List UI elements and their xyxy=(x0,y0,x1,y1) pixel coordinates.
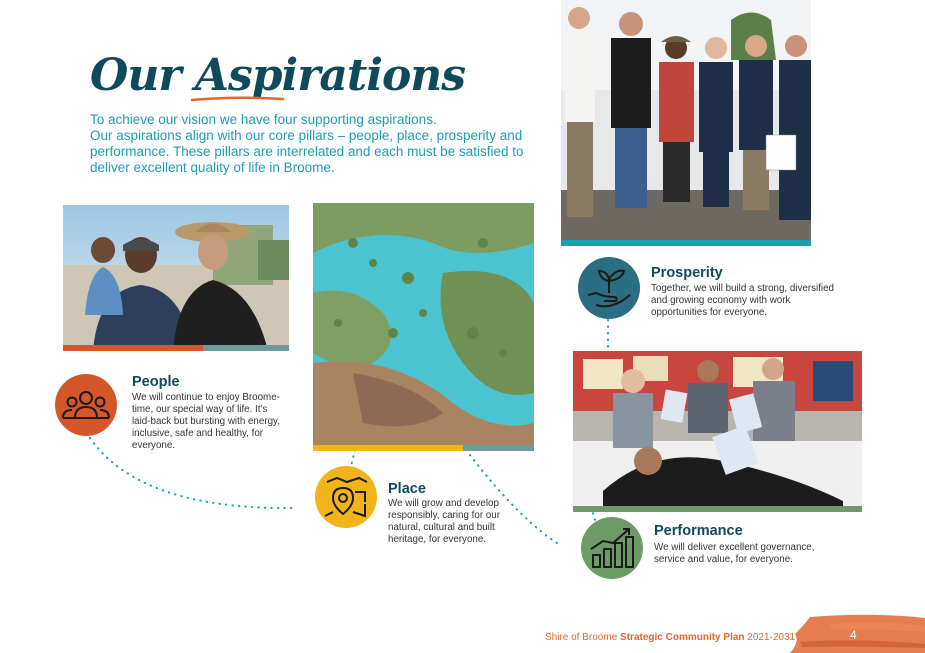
performance-description: We will deliver excellent governance, service and value, for everyone. xyxy=(654,542,815,565)
place-aerial-photo xyxy=(313,203,534,451)
footer-brush-stroke xyxy=(790,612,925,653)
prosperity-description: Together, we will build a strong, diversified and growing economy with work opportunities for everyone. xyxy=(651,283,834,318)
growth-chart-icon xyxy=(581,517,643,579)
prosperity-title: Prosperity xyxy=(651,265,723,281)
hand-plant-icon xyxy=(578,257,640,319)
page-title: Our Aspirations xyxy=(90,50,466,101)
footer-plan: Strategic Community Plan xyxy=(620,632,745,643)
place-title: Place xyxy=(388,481,426,497)
people-description: We will continue to enjoy Broome-time, our special way of life. It’s laid-back but bursting with energy, inclusive, safe and healthy, for everyone. xyxy=(132,392,280,451)
footer-org: Shire of Broome xyxy=(545,632,621,643)
intro-line-2: Our aspirations align with our core pillars – people, place, prosperity and performance. These pillars are interrelated and each must be satisfied to deliver excellent quality of life in Broome. xyxy=(90,128,524,175)
people-title: People xyxy=(132,374,180,390)
map-location-icon xyxy=(315,466,377,528)
footer-document-name xyxy=(545,632,795,643)
intro-line-1: To achieve our vision we have four supporting aspirations. xyxy=(90,112,437,127)
place-description: We will grow and develop responsibly, caring for our natural, cultural and built heritage, for everyone. xyxy=(388,498,500,545)
page-number: 4 xyxy=(850,628,857,642)
people-photo xyxy=(63,205,289,351)
footer-years: 2021-2031 xyxy=(744,632,796,643)
performance-title: Performance xyxy=(654,523,743,539)
people-icon xyxy=(55,374,117,436)
performance-team-photo xyxy=(573,351,862,512)
prosperity-group-photo xyxy=(561,0,811,246)
